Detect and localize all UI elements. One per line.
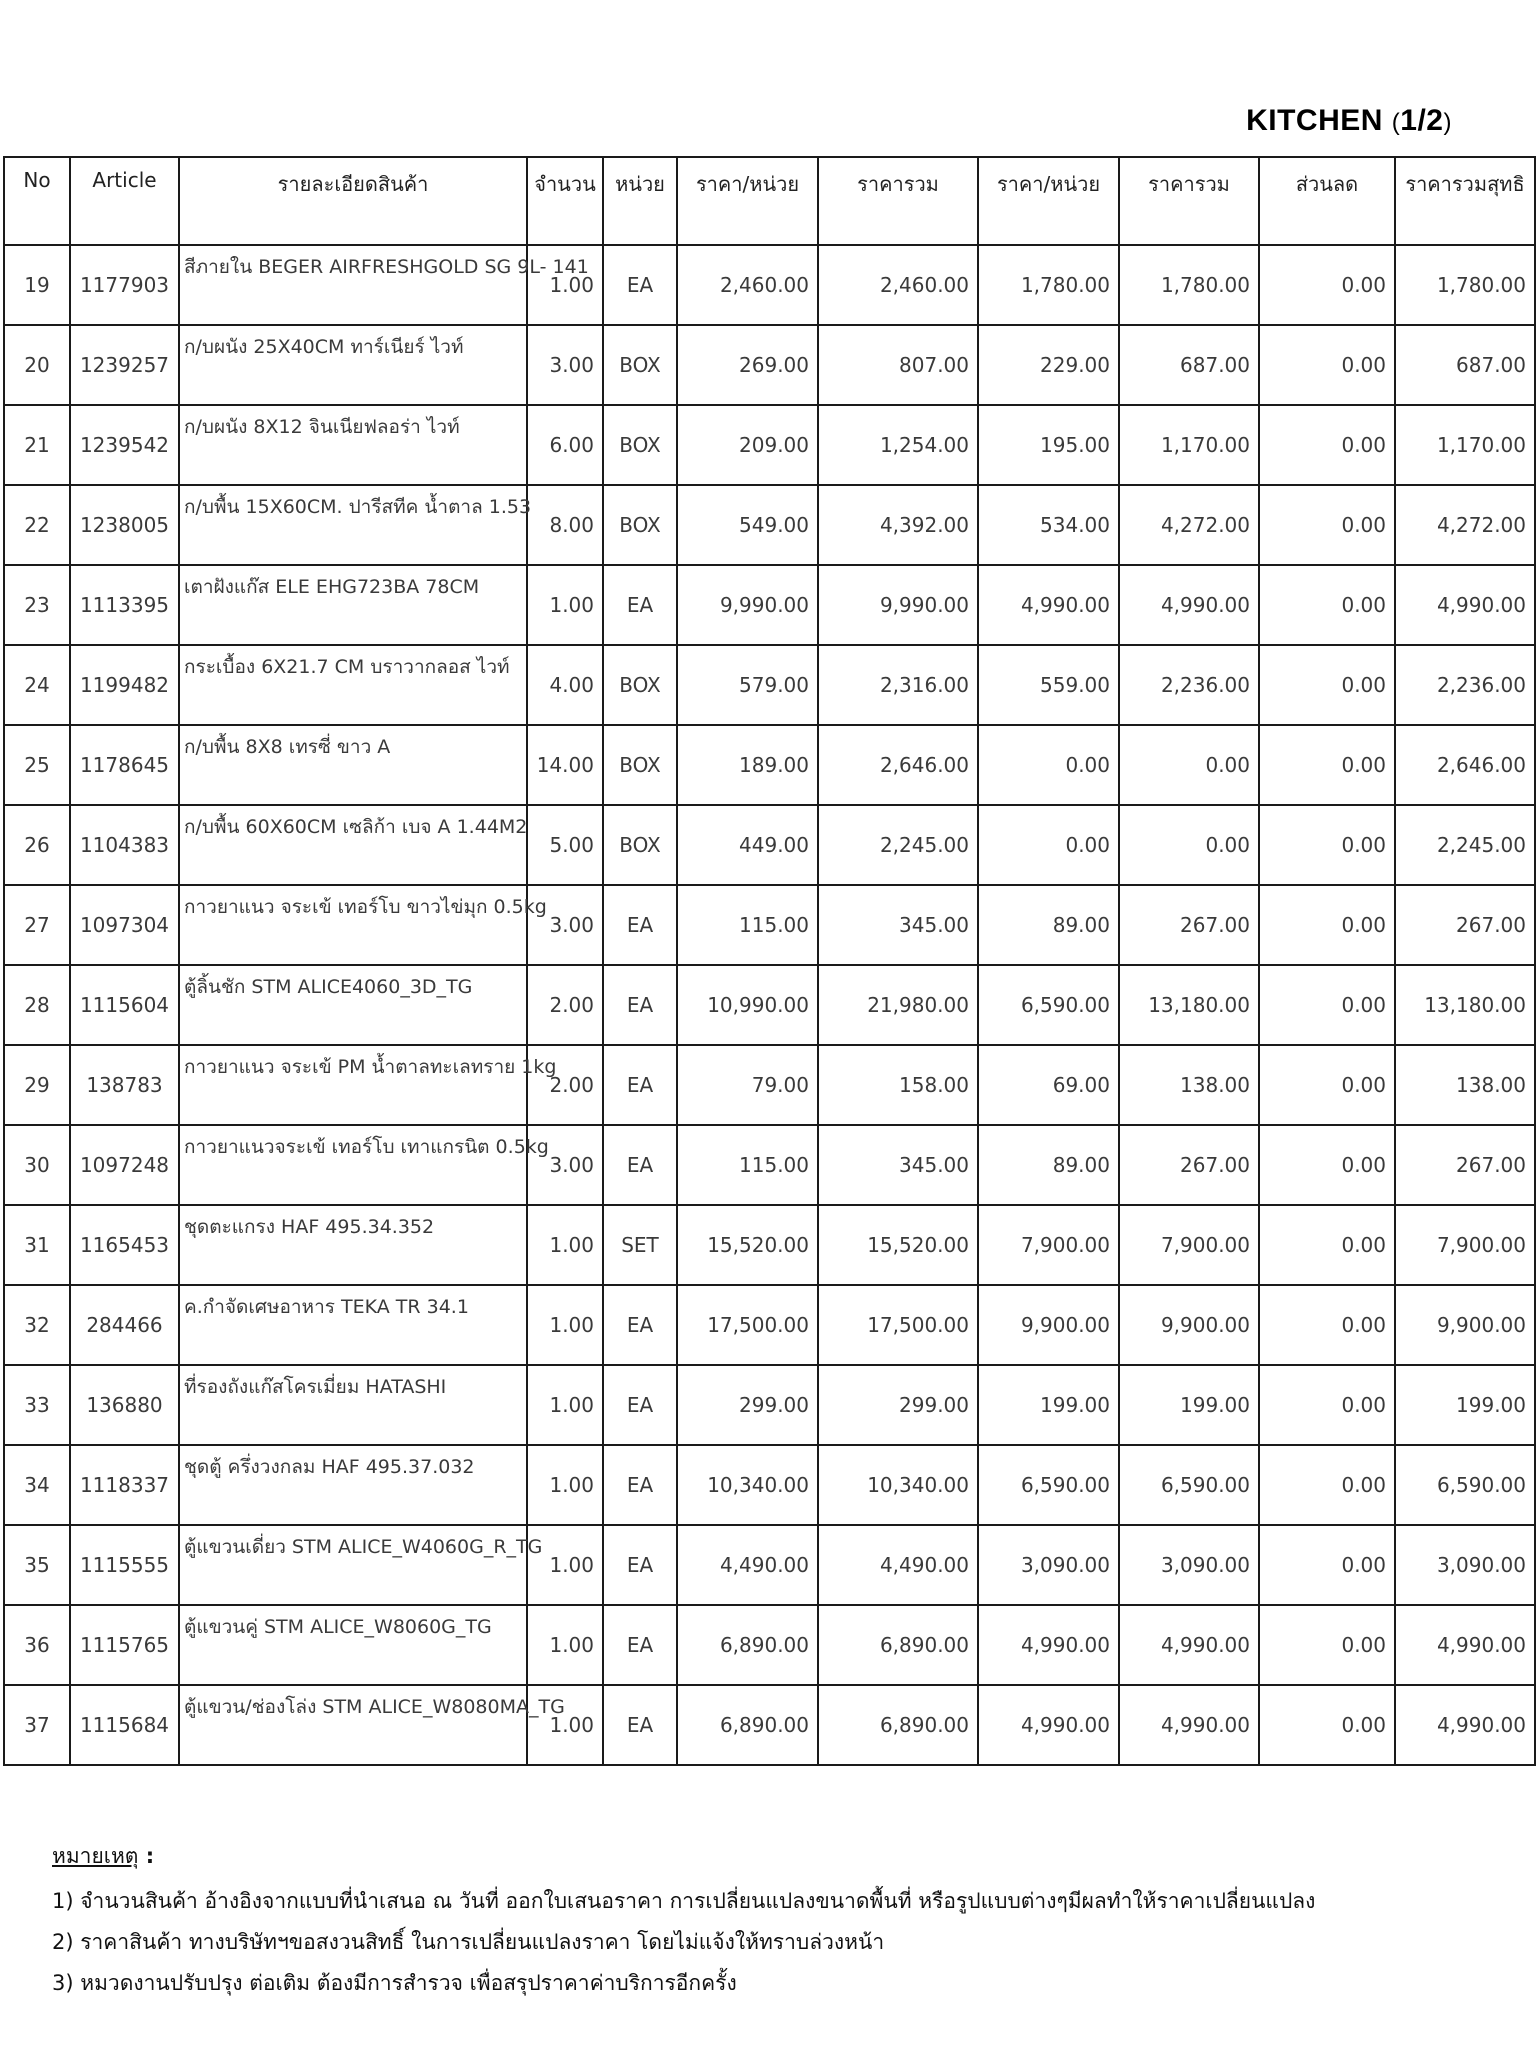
- cell-discount: 0.00: [1259, 565, 1395, 645]
- cell-total: 299.00: [818, 1365, 978, 1445]
- cell-description: กาวยาแนวจระเข้ เทอร์โบ เทาแกรนิต 0.5kg: [179, 1125, 527, 1205]
- cell-description: เตาฝังแก๊ส ELE EHG723BA 78CM: [179, 565, 527, 645]
- notes-heading-text: หมายเหตุ: [52, 1844, 139, 1868]
- header-net-total: ราคารวมสุทธิ: [1395, 157, 1535, 245]
- cell-total: 345.00: [818, 885, 978, 965]
- cell-total-2: 138.00: [1119, 1045, 1259, 1125]
- table-row: [4, 1365, 1535, 1445]
- cell-article: 1115765: [70, 1605, 179, 1685]
- note-line-3: 3) หมวดงานปรับปรุง ต่อเติม ต้องมีการสำรวจ เพื่อสรุปราคาค่าบริการอีกครั้ง: [52, 1971, 737, 1995]
- table-row: [4, 245, 1535, 325]
- cell-discount: 0.00: [1259, 325, 1395, 405]
- cell-description: ก/บผนัง 8X12 จินเนียฟลอร่า ไวท์: [179, 405, 527, 485]
- cell-description: ที่รองถังแก๊สโครเมี่ยม HATASHI: [179, 1365, 527, 1445]
- cell-total: 4,392.00: [818, 485, 978, 565]
- cell-total-2: 687.00: [1119, 325, 1259, 405]
- cell-unit-price-2: 9,900.00: [978, 1285, 1119, 1365]
- cell-total: 4,490.00: [818, 1525, 978, 1605]
- cell-article: 1118337: [70, 1445, 179, 1525]
- cell-no: 37: [4, 1685, 70, 1765]
- cell-no: 36: [4, 1605, 70, 1685]
- header-no: No: [4, 157, 70, 245]
- notes-heading-colon: :: [138, 1844, 155, 1868]
- cell-unit-price-2: 89.00: [978, 1125, 1119, 1205]
- cell-unit-price-2: 559.00: [978, 645, 1119, 725]
- cell-unit-price: 9,990.00: [677, 565, 818, 645]
- cell-discount: 0.00: [1259, 1365, 1395, 1445]
- cell-article: 1165453: [70, 1205, 179, 1285]
- cell-unit: EA: [603, 1285, 677, 1365]
- cell-total-2: 13,180.00: [1119, 965, 1259, 1045]
- cell-net-total: 267.00: [1395, 885, 1535, 965]
- cell-discount: 0.00: [1259, 1525, 1395, 1605]
- cell-no: 20: [4, 325, 70, 405]
- cell-quantity: 6.00: [527, 405, 603, 485]
- cell-no: 23: [4, 565, 70, 645]
- cell-description: ชุดตะแกรง HAF 495.34.352: [179, 1205, 527, 1285]
- cell-no: 35: [4, 1525, 70, 1605]
- cell-discount: 0.00: [1259, 1605, 1395, 1685]
- cell-total-2: 4,272.00: [1119, 485, 1259, 565]
- cell-no: 32: [4, 1285, 70, 1365]
- cell-article: 1097248: [70, 1125, 179, 1205]
- cell-unit-price: 6,890.00: [677, 1685, 818, 1765]
- cell-description: กาวยาแนว จระเข้ เทอร์โบ ขาวไข่มุก 0.5kg: [179, 885, 527, 965]
- cell-quantity: 1.00: [527, 245, 603, 325]
- cell-unit-price: 6,890.00: [677, 1605, 818, 1685]
- cell-description: กระเบื้อง 6X21.7 CM บราวากลอส ไวท์: [179, 645, 527, 725]
- cell-total-2: 2,236.00: [1119, 645, 1259, 725]
- cell-unit: BOX: [603, 805, 677, 885]
- cell-article: 1115555: [70, 1525, 179, 1605]
- cell-total-2: 267.00: [1119, 885, 1259, 965]
- cell-description: ก/บพื้น 60X60CM เซลิก้า เบจ A 1.44M2: [179, 805, 527, 885]
- cell-unit-price: 15,520.00: [677, 1205, 818, 1285]
- table-row: [4, 805, 1535, 885]
- cell-unit-price-2: 199.00: [978, 1365, 1119, 1445]
- cell-unit-price-2: 4,990.00: [978, 1685, 1119, 1765]
- cell-total: 9,990.00: [818, 565, 978, 645]
- cell-unit-price: 17,500.00: [677, 1285, 818, 1365]
- cell-unit-price: 189.00: [677, 725, 818, 805]
- cell-quantity: 3.00: [527, 885, 603, 965]
- cell-quantity: 1.00: [527, 1285, 603, 1365]
- cell-unit-price: 10,990.00: [677, 965, 818, 1045]
- cell-unit-price-2: 3,090.00: [978, 1525, 1119, 1605]
- cell-net-total: 7,900.00: [1395, 1205, 1535, 1285]
- cell-total-2: 0.00: [1119, 725, 1259, 805]
- cell-unit-price-2: 534.00: [978, 485, 1119, 565]
- cell-total: 345.00: [818, 1125, 978, 1205]
- cell-quantity: 3.00: [527, 1125, 603, 1205]
- cell-no: 31: [4, 1205, 70, 1285]
- cell-net-total: 2,245.00: [1395, 805, 1535, 885]
- cell-total: 6,890.00: [818, 1605, 978, 1685]
- cell-quantity: 2.00: [527, 1045, 603, 1125]
- cell-unit-price-2: 69.00: [978, 1045, 1119, 1125]
- cell-description: สีภายใน BEGER AIRFRESHGOLD SG 9L- 141: [179, 245, 527, 325]
- header-discount: ส่วนลด: [1259, 157, 1395, 245]
- note-line-1: 1) จำนวนสินค้า อ้างอิงจากแบบที่นำเสนอ ณ วันที่ ออกใบเสนอราคา การเปลี่ยนแปลงขนาดพื้นที่ หรือรูปแบบต่างๆมีผลทำให้ราคาเปลี่ยนแปลง: [52, 1889, 1316, 1913]
- cell-article: 1097304: [70, 885, 179, 965]
- cell-unit-price-2: 6,590.00: [978, 965, 1119, 1045]
- cell-net-total: 3,090.00: [1395, 1525, 1535, 1605]
- cell-unit: EA: [603, 1045, 677, 1125]
- cell-unit-price-2: 0.00: [978, 725, 1119, 805]
- cell-quantity: 1.00: [527, 1365, 603, 1445]
- cell-description: ก/บพื้น 8X8 เทรซี่ ขาว A: [179, 725, 527, 805]
- cell-description: ตู้แขวนคู่ STM ALICE_W8060G_TG: [179, 1605, 527, 1685]
- table-row: [4, 1125, 1535, 1205]
- items-table: [3, 156, 1536, 1766]
- cell-description: ก/บผนัง 25X40CM ทาร์เนียร์ ไวท์: [179, 325, 527, 405]
- cell-total: 6,890.00: [818, 1685, 978, 1765]
- cell-unit: EA: [603, 1525, 677, 1605]
- cell-quantity: 1.00: [527, 565, 603, 645]
- cell-quantity: 4.00: [527, 645, 603, 725]
- cell-article: 284466: [70, 1285, 179, 1365]
- cell-unit: EA: [603, 965, 677, 1045]
- cell-total: 2,316.00: [818, 645, 978, 725]
- cell-article: 1115604: [70, 965, 179, 1045]
- cell-unit-price: 115.00: [677, 1125, 818, 1205]
- cell-total: 10,340.00: [818, 1445, 978, 1525]
- cell-article: 1113395: [70, 565, 179, 645]
- page-title-text: KITCHEN: [1246, 104, 1383, 137]
- cell-article: 1178645: [70, 725, 179, 805]
- cell-total: 2,245.00: [818, 805, 978, 885]
- cell-unit: EA: [603, 1605, 677, 1685]
- cell-discount: 0.00: [1259, 885, 1395, 965]
- cell-discount: 0.00: [1259, 805, 1395, 885]
- table-header-row: [4, 157, 1535, 245]
- cell-quantity: 1.00: [527, 1205, 603, 1285]
- cell-discount: 0.00: [1259, 1445, 1395, 1525]
- header-total: ราคารวม: [818, 157, 978, 245]
- cell-no: 26: [4, 805, 70, 885]
- cell-no: 28: [4, 965, 70, 1045]
- cell-unit-price: 209.00: [677, 405, 818, 485]
- cell-net-total: 2,236.00: [1395, 645, 1535, 725]
- cell-no: 30: [4, 1125, 70, 1205]
- cell-total: 17,500.00: [818, 1285, 978, 1365]
- cell-article: 1104383: [70, 805, 179, 885]
- cell-net-total: 138.00: [1395, 1045, 1535, 1125]
- cell-discount: 0.00: [1259, 1125, 1395, 1205]
- page-title: [1246, 104, 1452, 138]
- cell-net-total: 687.00: [1395, 325, 1535, 405]
- cell-unit-price-2: 0.00: [978, 805, 1119, 885]
- cell-description: ตู้แขวนเดี่ยว STM ALICE_W4060G_R_TG: [179, 1525, 527, 1605]
- cell-article: 1238005: [70, 485, 179, 565]
- cell-unit-price: 549.00: [677, 485, 818, 565]
- cell-article: 1239257: [70, 325, 179, 405]
- cell-quantity: 14.00: [527, 725, 603, 805]
- table-row: [4, 485, 1535, 565]
- table-row: [4, 645, 1535, 725]
- cell-quantity: 1.00: [527, 1445, 603, 1525]
- cell-unit: BOX: [603, 485, 677, 565]
- cell-quantity: 5.00: [527, 805, 603, 885]
- cell-unit-price-2: 7,900.00: [978, 1205, 1119, 1285]
- cell-no: 27: [4, 885, 70, 965]
- cell-unit: BOX: [603, 325, 677, 405]
- page-title-paren-close: ): [1443, 109, 1452, 136]
- cell-total: 15,520.00: [818, 1205, 978, 1285]
- table-body: [4, 245, 1535, 1765]
- cell-total: 2,646.00: [818, 725, 978, 805]
- cell-unit-price-2: 4,990.00: [978, 1605, 1119, 1685]
- cell-total-2: 267.00: [1119, 1125, 1259, 1205]
- cell-description: ตู้แขวน/ช่องโล่ง STM ALICE_W8080MA_TG: [179, 1685, 527, 1765]
- cell-total-2: 1,170.00: [1119, 405, 1259, 485]
- table-row: [4, 1285, 1535, 1365]
- cell-unit: EA: [603, 1685, 677, 1765]
- cell-net-total: 1,170.00: [1395, 405, 1535, 485]
- cell-description: ตู้ลิ้นชัก STM ALICE4060_3D_TG: [179, 965, 527, 1045]
- cell-unit: BOX: [603, 725, 677, 805]
- cell-net-total: 4,272.00: [1395, 485, 1535, 565]
- cell-discount: 0.00: [1259, 965, 1395, 1045]
- cell-unit-price: 449.00: [677, 805, 818, 885]
- cell-discount: 0.00: [1259, 1285, 1395, 1365]
- cell-no: 25: [4, 725, 70, 805]
- cell-unit: EA: [603, 1125, 677, 1205]
- table-row: [4, 405, 1535, 485]
- table-row: [4, 565, 1535, 645]
- cell-unit: SET: [603, 1205, 677, 1285]
- cell-description: ชุดตู้ ครึ่งวงกลม HAF 495.37.032: [179, 1445, 527, 1525]
- table-row: [4, 885, 1535, 965]
- cell-discount: 0.00: [1259, 725, 1395, 805]
- cell-unit-price-2: 195.00: [978, 405, 1119, 485]
- cell-unit-price: 4,490.00: [677, 1525, 818, 1605]
- cell-discount: 0.00: [1259, 1045, 1395, 1125]
- cell-quantity: 1.00: [527, 1525, 603, 1605]
- cell-total-2: 6,590.00: [1119, 1445, 1259, 1525]
- table-row: [4, 1205, 1535, 1285]
- cell-unit-price-2: 89.00: [978, 885, 1119, 965]
- table-row: [4, 965, 1535, 1045]
- cell-no: 22: [4, 485, 70, 565]
- cell-total: 807.00: [818, 325, 978, 405]
- cell-no: 21: [4, 405, 70, 485]
- cell-no: 33: [4, 1365, 70, 1445]
- cell-total: 2,460.00: [818, 245, 978, 325]
- cell-description: ก/บพื้น 15X60CM. ปารีสทีค น้ำตาล 1.53: [179, 485, 527, 565]
- table-row: [4, 1445, 1535, 1525]
- cell-net-total: 13,180.00: [1395, 965, 1535, 1045]
- cell-total-2: 0.00: [1119, 805, 1259, 885]
- header-article: Article: [70, 157, 179, 245]
- cell-total: 158.00: [818, 1045, 978, 1125]
- cell-article: 1199482: [70, 645, 179, 725]
- cell-article: 1239542: [70, 405, 179, 485]
- cell-unit-price: 299.00: [677, 1365, 818, 1445]
- cell-no: 29: [4, 1045, 70, 1125]
- cell-unit: EA: [603, 1365, 677, 1445]
- cell-total-2: 1,780.00: [1119, 245, 1259, 325]
- cell-unit-price-2: 229.00: [978, 325, 1119, 405]
- cell-unit-price: 579.00: [677, 645, 818, 725]
- cell-unit-price: 10,340.00: [677, 1445, 818, 1525]
- cell-description: กาวยาแนว จระเข้ PM น้ำตาลทะเลทราย 1kg: [179, 1045, 527, 1125]
- cell-unit-price-2: 4,990.00: [978, 565, 1119, 645]
- cell-net-total: 2,646.00: [1395, 725, 1535, 805]
- table-row: [4, 1685, 1535, 1765]
- cell-unit: BOX: [603, 405, 677, 485]
- header-unit-price-2: ราคา/หน่วย: [978, 157, 1119, 245]
- cell-no: 24: [4, 645, 70, 725]
- cell-total: 21,980.00: [818, 965, 978, 1045]
- cell-no: 19: [4, 245, 70, 325]
- cell-total: 1,254.00: [818, 405, 978, 485]
- header-total-2: ราคารวม: [1119, 157, 1259, 245]
- table-row: [4, 1045, 1535, 1125]
- cell-quantity: 8.00: [527, 485, 603, 565]
- cell-unit-price: 115.00: [677, 885, 818, 965]
- cell-unit: EA: [603, 565, 677, 645]
- cell-unit: BOX: [603, 645, 677, 725]
- cell-net-total: 267.00: [1395, 1125, 1535, 1205]
- cell-unit: EA: [603, 885, 677, 965]
- cell-article: 136880: [70, 1365, 179, 1445]
- cell-total-2: 4,990.00: [1119, 565, 1259, 645]
- cell-unit-price-2: 1,780.00: [978, 245, 1119, 325]
- cell-description: ค.กำจัดเศษอาหาร TEKA TR 34.1: [179, 1285, 527, 1365]
- cell-net-total: 6,590.00: [1395, 1445, 1535, 1525]
- cell-total-2: 3,090.00: [1119, 1525, 1259, 1605]
- cell-discount: 0.00: [1259, 405, 1395, 485]
- cell-total-2: 9,900.00: [1119, 1285, 1259, 1365]
- cell-total-2: 4,990.00: [1119, 1685, 1259, 1765]
- page-number: 1/2: [1400, 104, 1444, 137]
- notes-section: [52, 1840, 1492, 2004]
- cell-total-2: 7,900.00: [1119, 1205, 1259, 1285]
- note-line-2: 2) ราคาสินค้า ทางบริษัทฯขอสงวนสิทธิ์ ในการเปลี่ยนแปลงราคา โดยไม่แจ้งให้ทราบล่วงหน้า: [52, 1930, 885, 1954]
- cell-net-total: 9,900.00: [1395, 1285, 1535, 1365]
- cell-net-total: 4,990.00: [1395, 1685, 1535, 1765]
- cell-unit: EA: [603, 1445, 677, 1525]
- cell-net-total: 4,990.00: [1395, 1605, 1535, 1685]
- cell-net-total: 199.00: [1395, 1365, 1535, 1445]
- table-row: [4, 1525, 1535, 1605]
- cell-quantity: 3.00: [527, 325, 603, 405]
- page-title-paren-open: (: [1391, 109, 1401, 136]
- cell-discount: 0.00: [1259, 485, 1395, 565]
- cell-no: 34: [4, 1445, 70, 1525]
- cell-discount: 0.00: [1259, 1685, 1395, 1765]
- cell-total-2: 4,990.00: [1119, 1605, 1259, 1685]
- cell-quantity: 1.00: [527, 1685, 603, 1765]
- header-description: รายละเอียดสินค้า: [179, 157, 527, 245]
- cell-unit-price: 269.00: [677, 325, 818, 405]
- cell-unit-price-2: 6,590.00: [978, 1445, 1119, 1525]
- header-quantity: จำนวน: [527, 157, 603, 245]
- cell-article: 138783: [70, 1045, 179, 1125]
- cell-article: 1115684: [70, 1685, 179, 1765]
- cell-total-2: 199.00: [1119, 1365, 1259, 1445]
- table-row: [4, 1605, 1535, 1685]
- cell-discount: 0.00: [1259, 245, 1395, 325]
- table-row: [4, 725, 1535, 805]
- cell-net-total: 1,780.00: [1395, 245, 1535, 325]
- header-unit-price: ราคา/หน่วย: [677, 157, 818, 245]
- cell-discount: 0.00: [1259, 645, 1395, 725]
- cell-net-total: 4,990.00: [1395, 565, 1535, 645]
- cell-discount: 0.00: [1259, 1205, 1395, 1285]
- cell-quantity: 1.00: [527, 1605, 603, 1685]
- cell-unit-price: 79.00: [677, 1045, 818, 1125]
- notes-heading: [52, 1840, 1492, 1873]
- cell-unit: EA: [603, 245, 677, 325]
- cell-unit-price: 2,460.00: [677, 245, 818, 325]
- header-unit: หน่วย: [603, 157, 677, 245]
- table-row: [4, 325, 1535, 405]
- cell-quantity: 2.00: [527, 965, 603, 1045]
- cell-article: 1177903: [70, 245, 179, 325]
